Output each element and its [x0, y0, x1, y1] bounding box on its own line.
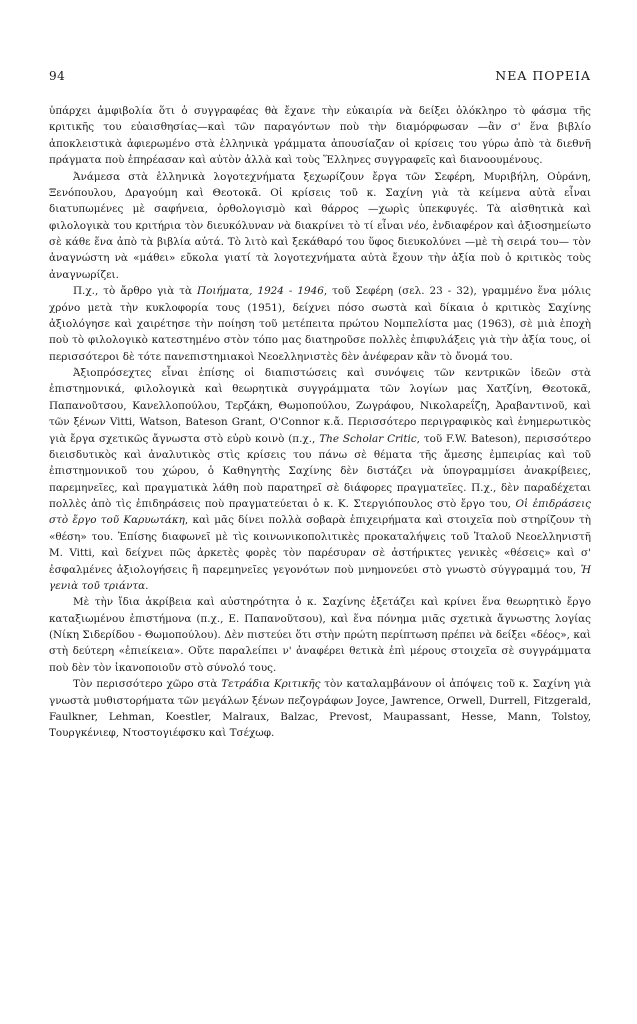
- text-run: , τοῦ F.W. Bateson), περισσότερο διεισδυτικὸς καὶ ἀναλυτικὸς στὶς κρίσεις του πάνω σὲ θέματα τῆς ἄμεσης ἐμπειρίας καὶ τοῦ ἐπιστημονικοῦ του χώρου, ὁ Καθηγητὴς Σαχίνης δὲν διστάζει νὰ ὑπογραμμίσει ἀνακρίβειες, παρεμηνεῖες, καὶ πραγματικὰ λάθη ποὺ παρατηρεῖ σὲ διάφορες πραγματεῖες. Π.χ., δὲν παραδέχεται πολλὲς ἀπὸ τὶς ἐπιδηράσεις ποὺ πραγματεύεται ὁ κ. Κ. Στεργιόπουλος στὸ ἔργο του,: [49, 432, 591, 510]
- text-run: .: [145, 579, 149, 592]
- italic-title: Ἡ γενιὰ τοῦ τριάντα: [49, 563, 591, 592]
- text-run: ὑπάρχει ἀμφιβολία ὅτι ὁ συγγραφέας θὰ ἔχανε τὴν εὐκαιρία νὰ δείξει ὁλόκληρο τὸ φάσμα τῆς κριτικῆς του εὐαισθησίας—καὶ τῶν παραγόντων ποὺ τὴν διαμόρφωσαν —ἂν σ' ἕνα βιβλίο ἀποκλειστικὰ ἀφιερωμένο στὰ ἑλληνικὰ γράμματα ἀπουσίαζαν οἱ κρίσεις του γύρω ἀπὸ τὰ διεθνῆ πράγματα ποὺ ἐπηρέασαν καὶ αὐτὸν ἀλλὰ καὶ τοὺς Ἕλληνες συγγραφεῖς καὶ διανοουμένους.: [49, 105, 591, 167]
- text-run: Π.χ., τὸ ἄρθρο γιὰ τὰ: [73, 285, 198, 298]
- running-header: [49, 68, 591, 83]
- paragraph: [49, 365, 591, 594]
- text-run: Τὸν περισσότερο χῶρο στὰ: [73, 678, 222, 691]
- text-run: Μὲ τὴν ἴδια ἀκρίβεια καὶ αὐστηρότητα ὁ κ. Σαχίνης ἐξετάζει καὶ κρίνει ἕνα θεωρητικὸ ἔργο καταξιωμένου ἐπιστήμονα (π.χ., Ε. Παπανοῦτσου), καὶ ἕνα πόνημα μιᾶς σχετικὰ ἄγνωστης λογίας (Νίκη Σιδερίδου - Θωμοπούλου). Δὲν πιστεύει ὅτι στὴν πρώτη περίπτωση πρέπει νὰ δείξει «δέος», καὶ στὴ δεύτερη «ἐπιείκεια». Οὔτε παραλείπει ν' ἀναφέρει θετικὰ ἐπὶ μέρους στοιχεῖα σὲ συγγράμματα ποὺ δὲν τὸν ἱκανοποιοῦν στὸ σύνολό τους.: [49, 596, 591, 674]
- paragraph: [49, 676, 591, 742]
- paragraph: [49, 283, 591, 365]
- text-run: Ἀνάμεσα στὰ ἑλληνικὰ λογοτεχνήματα ξεχωρίζουν ἔργα τῶν Σεφέρη, Μυριβήλη, Οὐράνη, Ξενόπουλου, Δραγούμη καὶ Θεοτοκᾶ. Οἱ κρίσεις τοῦ κ. Σαχίνη γιὰ τὰ κείμενα αὐτὰ εἶναι διατυπωμένες μὲ σαφήνεια, ὀρθολογισμὸ καὶ θάρρος —χωρὶς ὑπεκφυγές. Τὰ αἰσθητικὰ καὶ φιλολογικὰ του κριτήρια τὸν διευκόλυναν νὰ διακρίνει τὸ τί εἶναι νέο, ἐνδιαφέρον καὶ ἀξιοσημείωτο σὲ κάθε ἕνα ἀπὸ τὰ βιβλία αὐτά. Τὸ λιτὸ καὶ ξεκάθαρό του ὕφος διευκολύνει —μὲ τὴ σειρά του— τὸν ἀναγνώστη νὰ «μάθει» εὔκολα γιατί τὰ λογοτεχνήματα αὐτὰ ἔχουν τὴν ἀξία ποὺ ὁ κριτικὸς τοὺς ἀναγνωρίζει.: [49, 170, 591, 281]
- body-text: [49, 103, 591, 742]
- italic-title: Ποιήματα, 1924 - 1946: [197, 285, 324, 298]
- text-run: τὸν καταλαμβάνουν οἱ ἀπόψεις τοῦ κ. Σαχίνη γιὰ γνωστὰ μυθιστορήματα τῶν μεγάλων ξένων πεζογράφων Joyce, Jawrence, Orwell, Durrell, Fitzgerald, Faulkner, Lehman, Koestler, Malraux, Balzac, Prevost, Maupassant, Hesse, Mann, Tolstoy, Τουργκένιεφ, Ντοστογιέφσκυ καὶ Τσέχωφ.: [49, 678, 592, 740]
- page-number: 94: [49, 69, 66, 83]
- italic-title: Οἱ ἐπιδράσεις στὸ ἔργο τοῦ Καρυωτάκη: [49, 498, 591, 527]
- journal-title: ΝΕΑ ΠΟΡΕΙΑ: [495, 68, 591, 83]
- text-run: , καὶ μᾶς δίνει πολλὰ σοβαρὰ ἐπιχειρήματα καὶ στοιχεῖα ποὺ στηρίζουν τὴ «θέση» του. Ἐπίσης διαφωνεῖ μὲ τὶς κοινωνικοπολιτικὲς προκαταλήψεις τοῦ Ἰταλοῦ Νεοελληνιστῆ Μ. Vitti, καὶ δείχνει πῶς ἀρκετὲς φορὲς τὸν παρέσυραν σὲ ἀστήρικτες γενικὲς «θέσεις» καὶ σ' ἐσφαλμένες ἀξιολογήσεις ἢ παρεμηνεῖες γεγονότων ποὺ μνημονεύει στὸ γνωστὸ σύγγραμμά του,: [49, 514, 591, 576]
- paragraph: [49, 169, 591, 284]
- italic-title: Τετράδια Κριτικῆς: [221, 678, 321, 691]
- paragraph: [49, 594, 591, 676]
- text-run: , τοῦ Σεφέρη (σελ. 23 - 32), γραμμένο ἕνα μόλις χρόνο μετὰ τὴν κυκλοφορία τους (1951), δείχνει πόσο σωστὰ καὶ δίκαια ὁ κριτικὸς Σαχίνης ἀξιολόγησε καὶ χαιρέτησε τὴν ποίηση τοῦ μετέπειτα πρώτου Νομπελίστα μας (1963), σὲ μιὰ ἐποχὴ ποὺ τὸ φιλολογικὸ κατεστημένο στὸν τόπο μας διατηροῦσε πολλὲς ἐπιφυλάξεις γιὰ τὴν ἀξία τους, οἱ περισσότεροι δὲ τότε πανεπιστημιακοὶ Νεοελληνιστὲς δὲν ἀνέφεραν κἂν τὸ ὄνομά του.: [49, 285, 591, 363]
- text-run: Ἀξιοπρόσεχτες εἶναι ἐπίσης οἱ διαπιστώσεις καὶ συνόψεις τῶν κεντρικῶν ἰδεῶν στὰ ἐπιστημονικά, φιλολογικὰ καὶ θεωρητικὰ συγγράμματα τῶν λογίων μας Χατζίνη, Θεοτοκᾶ, Παπανοῦτσου, Κανελλοπούλου, Τερζάκη, Θωμοπούλου, Ζωγράφου, Νικολαρεΐζη, Ἀραβαντινοῦ, καὶ τῶν ξένων Vitti, Watson, Bateson Grant, O'Connor κ.ἄ. Περισσότερο περιγραφικὸς καὶ ἐνημερωτικὸς γιὰ ἔργα σχετικῶς ἄγνωστα στὸ εὐρὺ κοινὸ (π.χ.,: [49, 367, 591, 445]
- italic-title: The Scholar Critic: [319, 432, 417, 445]
- paragraph: [49, 103, 591, 169]
